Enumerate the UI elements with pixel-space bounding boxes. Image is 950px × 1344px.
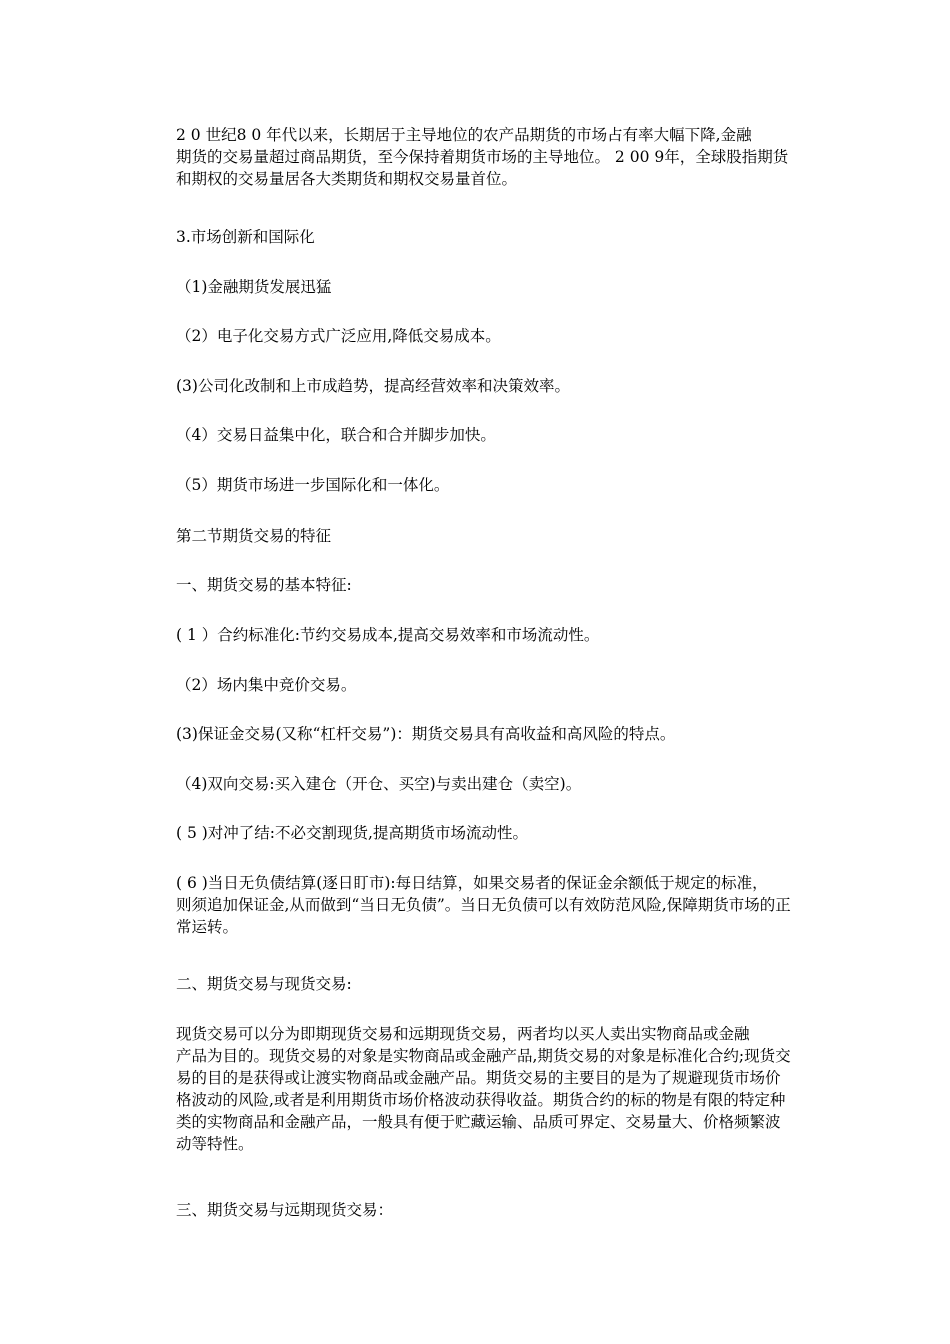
text-line: （2）场内集中竞价交易。 [176,676,357,694]
text-line: 动等特性。 [176,1135,254,1153]
list-item-5 [176,474,804,496]
text-line: （2）电子化交易方式广泛应用,降低交易成本。 [176,327,501,345]
text-line: 和期权的交易量居各大类期货和期权交易量首位。 [176,170,518,188]
text-line: 产品为目的。现货交易的对象是实物商品或金融产品,期货交易的对象是标准化合约;现货交 [176,1047,791,1065]
text-line: （4）交易日益集中化，联合和合并脚步加快。 [176,426,496,444]
text-line: 第二节期货交易的特征 [176,527,332,545]
subsection-forward-trading [176,1199,804,1221]
text-line: 现货交易可以分为即期现货交易和远期现货交易，两者均以买人卖出实物商品或金融 [176,1025,750,1043]
list-item-4 [176,424,804,446]
text-line: 类的实物商品和金融产品，一般具有便于贮藏运输、品质可界定、交易量大、价格频繁波 [176,1113,781,1131]
list-item-2 [176,325,804,347]
text-line: ( 1 ）合约标准化:节约交易成本,提高交易效率和市场流动性。 [176,626,600,644]
feature-item-4 [176,773,804,795]
section-title [176,525,804,547]
list-item-1 [176,276,804,298]
text-line: (3)公司化改制和上市成趋势，提高经营效率和决策效率。 [176,377,570,395]
text-line: 常运转。 [176,918,239,936]
heading-market-innovation [176,226,804,248]
text-line: （4)双向交易:买入建仓（开仓、买空)与卖出建仓（卖空)。 [176,775,582,793]
text-line: (3)保证金交易(又称“杠杆交易”)：期货交易具有高收益和高风险的特点。 [176,725,676,743]
text-line: 易的目的是获得或让渡实物商品或金融产品。期货交易的主要目的是为了规避现货市场价 [176,1069,781,1087]
feature-item-3 [176,723,804,745]
text-line: ( 5 )对冲了结:不必交割现货,提高期货市场流动性。 [176,824,528,842]
text-line: 则须追加保证金,从而做到“当日无负债”。当日无负债可以有效防范风险,保障期货市场的正 [176,896,791,914]
subsection-spot-trading [176,973,804,995]
feature-item-5 [176,822,804,844]
subsection-basic-features [176,574,804,596]
paragraph-market-share [176,124,804,190]
text-line: 二、期货交易与现货交易: [176,975,352,993]
text-line: 一、期货交易的基本特征: [176,576,352,594]
paragraph-spot-vs-futures [176,1023,804,1155]
feature-item-6 [176,872,804,938]
text-line: ( 6 )当日无负债结算(逐日盯市):每日结算，如果交易者的保证金余额低于规定的标准， [176,874,768,892]
text-line: （1)金融期货发展迅猛 [176,278,332,296]
list-item-3 [176,375,804,397]
feature-item-2 [176,674,804,696]
text-line: 3.市场创新和国际化 [176,228,315,246]
text-line: 2 0 世纪8 0 年代以来，长期居于主导地位的农产品期货的市场占有率大幅下降,金融 [176,126,752,144]
text-line: （5）期货市场进一步国际化和一体化。 [176,476,450,494]
feature-item-1 [176,624,804,646]
text-line: 格波动的风险,或者是利用期货市场价格波动获得收益。期货合约的标的物是有限的特定种 [176,1091,786,1109]
text-line: 期货的交易量超过商品期货，至今保持着期货市场的主导地位。 2 00 9年，全球股指期货 [176,148,789,166]
text-line: 三、期货交易与远期现货交易： [176,1201,394,1219]
